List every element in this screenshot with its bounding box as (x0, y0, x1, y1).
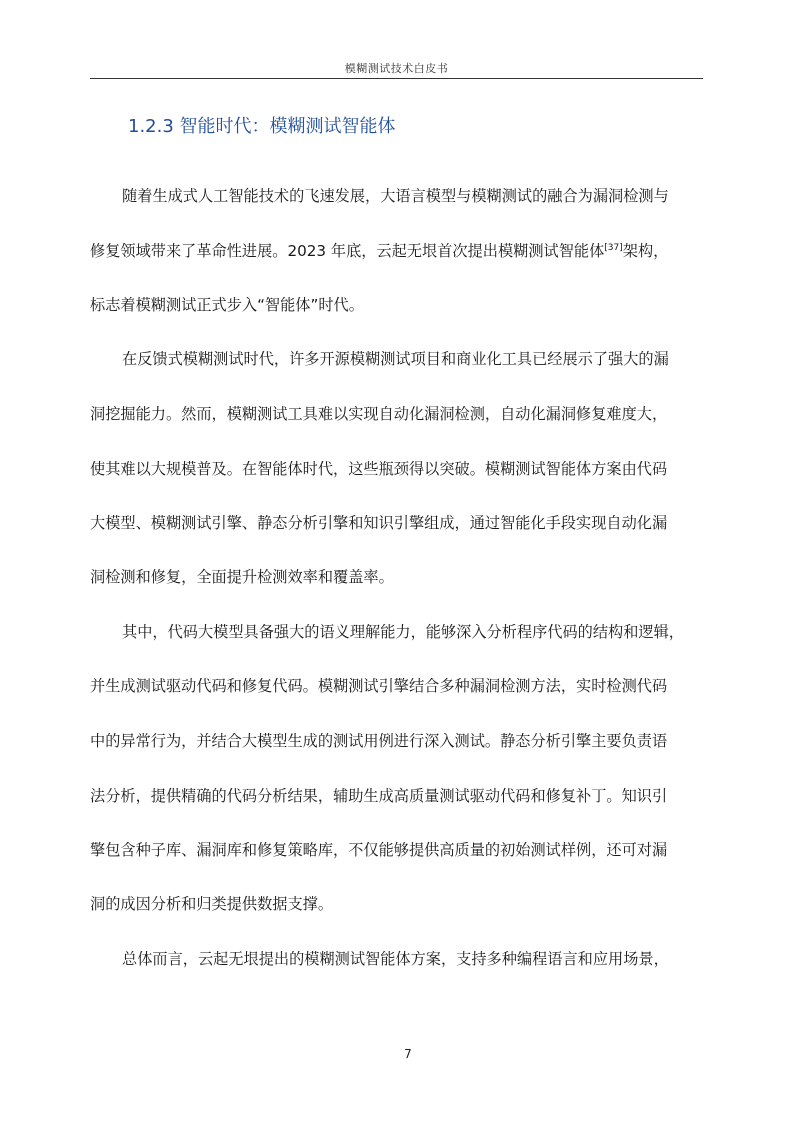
running-header: 模糊测试技术白皮书 (344, 62, 449, 75)
paragraph-line: 总体而言，云起无垠提出的模糊测试智能体方案，支持多种编程语言和应用场景， (122, 950, 669, 968)
paragraph-line: 洞检测和修复，全面提升检测效率和覆盖率。 (90, 568, 394, 586)
page-number: 7 (404, 1047, 412, 1061)
paragraph-line (90, 241, 668, 261)
section-heading: 1.2.3 智能时代：模糊测试智能体 (128, 116, 396, 137)
paragraph-line: 擎包含种子库、漏洞库和修复策略库，不仅能够提供高质量的初始测试样例，还可对漏 (90, 841, 668, 859)
paragraph-line: 洞的成因分析和归类提供数据支撑。 (90, 895, 333, 913)
paragraph-line: 其中，代码大模型具备强大的语义理解能力，能够深入分析程序代码的结构和逻辑， (122, 623, 684, 641)
paragraph-line: 洞挖掘能力。然而，模糊测试工具难以实现自动化漏洞检测，自动化漏洞修复难度大， (90, 405, 668, 423)
citation-marker[interactable]: [37] (604, 242, 623, 253)
line-text: 架构， (622, 242, 669, 260)
paragraph-line: 中的异常行为，并结合大模型生成的测试用例进行深入测试。静态分析引擎主要负责语 (90, 732, 668, 750)
paragraph-line: 法分析，提供精确的代码分析结果，辅助生成高质量测试驱动代码和修复补丁。知识引 (90, 787, 668, 805)
paragraph-line: 大模型、模糊测试引擎、静态分析引擎和知识引擎组成，通过智能化手段实现自动化漏 (90, 514, 668, 532)
paragraph-line: 并生成测试驱动代码和修复代码。模糊测试引擎结合多种漏洞检测方法，实时检测代码 (90, 677, 668, 695)
line-text: 修复领域带来了革命性进展。2023 年底，云起无垠首次提出模糊测试智能体 (90, 242, 605, 260)
paragraph-line: 标志着模糊测试正式步入“智能体”时代。 (90, 296, 364, 314)
header-rule (90, 78, 703, 79)
paragraph-line: 使其难以大规模普及。在智能体时代，这些瓶颈得以突破。模糊测试智能体方案由代码 (90, 460, 668, 478)
paragraph-line: 在反馈式模糊测试时代，许多开源模糊测试项目和商业化工具已经展示了强大的漏 (122, 350, 669, 368)
paragraph-line: 随着生成式人工智能技术的飞速发展，大语言模型与模糊测试的融合为漏洞检测与 (122, 187, 669, 205)
